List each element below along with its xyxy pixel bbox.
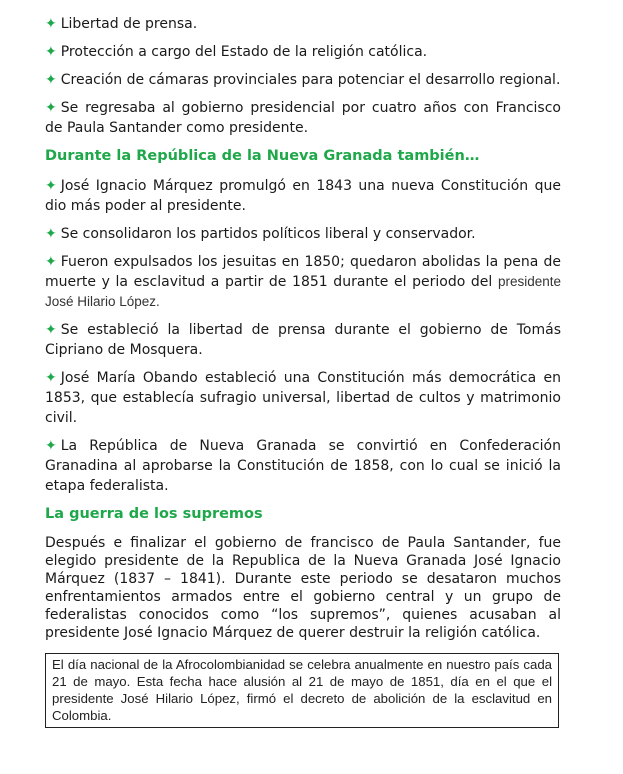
list-item xyxy=(45,252,561,312)
item-text: La República de Nueva Granada se convirtió en Confederación Granadina al aprobarse la Constitución de 1858, con lo cual se inició la etapa federalista. xyxy=(45,438,561,494)
bullet-star-icon: ✦ xyxy=(45,370,57,386)
bullet-star-icon: ✦ xyxy=(45,226,57,242)
list-item xyxy=(45,98,561,138)
list-item xyxy=(45,42,561,62)
bullet-star-icon: ✦ xyxy=(45,72,57,88)
bullet-star-icon: ✦ xyxy=(45,178,57,194)
section-heading: La guerra de los supremos xyxy=(45,506,263,522)
document-page xyxy=(45,14,561,652)
list-item xyxy=(45,176,561,216)
item-text: Creación de cámaras provinciales para potenciar el desarrollo regional. xyxy=(60,72,561,88)
section-heading: Durante la República de la Nueva Granada también… xyxy=(45,148,480,164)
bullet-star-icon: ✦ xyxy=(45,254,57,270)
note-box xyxy=(45,653,559,728)
item-text-tail: presidente José Hilario López. xyxy=(45,274,561,309)
item-text: Libertad de prensa. xyxy=(60,16,198,32)
note-text: El día nacional de la Afrocolombianidad se celebra anualmente en nuestro país cada 21 de mayo. Esta fecha hace alusión al 21 de mayo de 1851, día en el que el presidente José Hilario López, firmó el decreto de abolición de la esclavitud en Colombia. xyxy=(52,657,552,723)
list-item xyxy=(45,436,561,496)
list-item xyxy=(45,368,561,428)
item-text: Se estableció la libertad de prensa durante el gobierno de Tomás Cipriano de Mosquera. xyxy=(45,322,561,358)
item-text: Se regresaba al gobierno presidencial por cuatro años con Francisco de Paula Santander como presidente. xyxy=(45,100,561,136)
bullet-star-icon: ✦ xyxy=(45,438,57,454)
bullet-star-icon: ✦ xyxy=(45,44,57,60)
item-text: Fueron expulsados los jesuitas en 1850; quedaron abolidas la pena de muerte y la esclavitud a partir de 1851 durante el periodo del xyxy=(45,254,561,290)
item-text: José María Obando estableció una Constitución más democrática en 1853, que establecía sufragio universal, libertad de cultos y matrimonio civil. xyxy=(45,370,561,426)
item-text: Protección a cargo del Estado de la religión católica. xyxy=(60,44,428,60)
list-item xyxy=(45,70,561,90)
bullet-star-icon: ✦ xyxy=(45,16,57,32)
item-text: José Ignacio Márquez promulgó en 1843 una nueva Constitución que dio más poder al presidente. xyxy=(45,178,561,214)
item-text: Se consolidaron los partidos políticos liberal y conservador. xyxy=(60,226,476,242)
bullet-star-icon: ✦ xyxy=(45,322,57,338)
list-item xyxy=(45,320,561,360)
bullet-star-icon: ✦ xyxy=(45,100,57,116)
list-item xyxy=(45,224,561,244)
list-item xyxy=(45,14,561,34)
body-paragraph: Después e finalizar el gobierno de francisco de Paula Santander, fue elegido presidente de la Republica de la Nueva Granada José Ignacio Márquez (1837 – 1841). Durante este periodo se desataron muchos enfrentamientos armados entre el gobierno central y un grupo de federalistas conocidos como “los supremos”, quienes acusaban al presidente José Ignacio Márquez de querer destruir la religión católica. xyxy=(45,535,561,641)
